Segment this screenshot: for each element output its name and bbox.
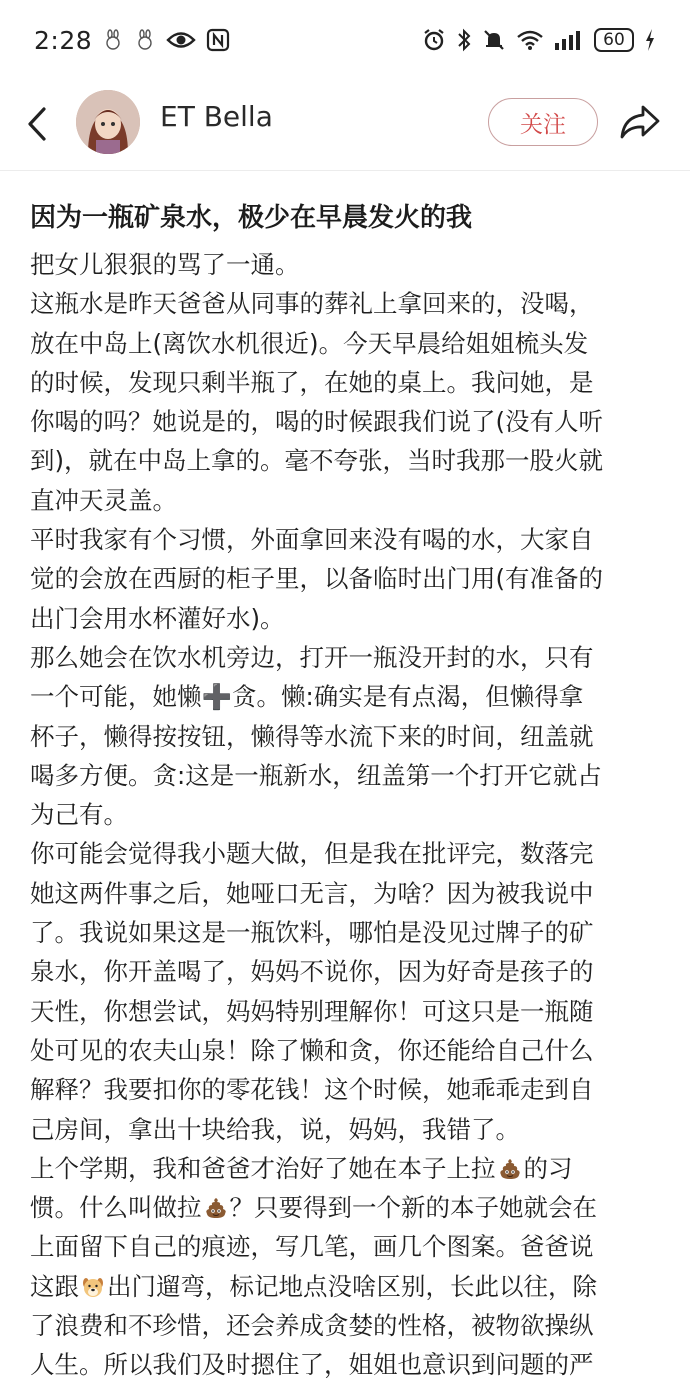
post-text-segment: 到)，就在中岛上拿的。毫不夸张，当时我那一股火就 (30, 446, 604, 476)
post-text-segment: 平时我家有个习惯，外面拿回来没有喝的水，大家自 (30, 525, 594, 555)
post-text-line (30, 1031, 670, 1070)
post-header (0, 80, 690, 170)
alarm-icon (422, 28, 446, 52)
post-text-line (30, 1149, 670, 1188)
bunny-notification-icon (102, 29, 124, 51)
post-text-line (30, 1070, 670, 1109)
poop-emoji-icon (498, 1153, 522, 1177)
post-text-segment: 她这两件事之后，她哑口无言，为啥？因为被我说中 (30, 878, 594, 908)
chevron-left-icon (25, 106, 49, 142)
post-text-segment: 的时候，发现只剩半瓶了，在她的桌上。我问她，是 (30, 367, 594, 397)
post-text-segment: 你可能会觉得我小题大做，但是我在批评完，数落完 (30, 839, 594, 869)
post-text-segment: 你喝的吗？她说是的，喝的时候跟我们说了(没有人听 (30, 407, 604, 437)
post-text-line (30, 520, 670, 559)
post-text-segment: 觉的会放在西厨的柜子里，以备临时出门用(有准备的 (30, 564, 604, 594)
post-text-segment: 处可见的农夫山泉！除了懒和贪，你还能给自己什么 (30, 1035, 594, 1065)
post-text-line (30, 677, 670, 716)
post-text-line (30, 638, 670, 677)
status-time: 2:28 (34, 25, 93, 55)
post-text-segment: 天性，你想尝试，妈妈特别理解你！可这只是一瓶随 (30, 996, 594, 1026)
post-text-line (30, 992, 670, 1031)
post-text-segment: 为己有。 (30, 800, 128, 830)
post-text-line (30, 952, 670, 991)
post-text-segment: 的习 (523, 1153, 573, 1183)
post-text-segment: 那么她会在饮水机旁边，打开一瓶没开封的水，只有 (30, 642, 594, 672)
post-text-line (30, 756, 670, 795)
post-text-line (30, 245, 670, 284)
battery-indicator: 60 (594, 28, 634, 52)
post-text-segment: 一个可能，她懒➕贪。懒:确实是有点渴，但懒得拿 (30, 682, 584, 712)
post-text-segment: 上面留下自己的痕迹，写几笔，画几个图案。爸爸说 (30, 1232, 594, 1262)
post-text-line (30, 1227, 670, 1266)
post-text-line (30, 284, 670, 323)
post-text-segment: ？只要得到一个新的本子她就会在 (229, 1193, 597, 1223)
header-divider (0, 170, 690, 171)
post-text-segment: 放在中岛上(离饮水机很近)。今天早晨给姐姐梳头发 (30, 328, 589, 358)
post-text-line (30, 1188, 670, 1227)
post-text-segment: 了。我说如果这是一瓶饮料，哪怕是没见过牌子的矿 (30, 918, 594, 948)
follow-button[interactable]: 关注 (488, 98, 598, 146)
back-button[interactable] (22, 102, 52, 146)
post-text-line (30, 441, 670, 480)
post-text-segment: 杯子，懒得按按钮，懒得等水流下来的时间，纽盖就 (30, 721, 594, 751)
poop-emoji-icon (204, 1192, 228, 1216)
post-text-segment: 人生。所以我们及时摁住了，姐姐也意识到问题的严 (30, 1350, 594, 1380)
post-text-line (30, 363, 670, 402)
share-icon (619, 104, 661, 140)
post-text-segment: 泉水，你开盖喝了，妈妈不说你，因为好奇是孩子的 (30, 957, 594, 987)
post-text-segment: 解释？我要扣你的零花钱！这个时候，她乖乖走到自 (30, 1075, 594, 1105)
post-text-line (30, 1110, 670, 1149)
post-body (30, 245, 670, 1385)
signal-icon (554, 29, 584, 51)
avatar[interactable] (76, 90, 140, 154)
bluetooth-icon (456, 27, 472, 53)
post-text-segment: 己房间，拿出十块给我，说，妈妈，我错了。 (30, 1114, 520, 1144)
status-left (34, 26, 230, 55)
mute-bell-icon (482, 28, 506, 52)
post-text-line (30, 402, 670, 441)
dog-emoji-icon (81, 1271, 105, 1295)
post-text-line (30, 795, 670, 834)
share-button[interactable] (616, 98, 664, 146)
post-text-line (30, 717, 670, 756)
post-text-line (30, 559, 670, 598)
post-text-segment: 出门遛弯，标记地点没啥区别，长此以往，除 (107, 1271, 597, 1301)
charging-icon (644, 28, 656, 52)
avatar-image (76, 90, 140, 154)
post-text-segment: 喝多方便。贪:这是一瓶新水，纽盖第一个打开它就占 (30, 760, 602, 790)
post-text-line (30, 1267, 670, 1306)
username[interactable]: ET Bella (160, 100, 273, 133)
post-text-segment: 了浪费和不珍惜，还会养成贪婪的性格，被物欲操纵 (30, 1311, 594, 1341)
status-right (422, 27, 656, 53)
post-text-segment: 惯。什么叫做拉 (30, 1193, 202, 1223)
post-text-segment: 把女儿狠狠的骂了一通。 (30, 250, 300, 279)
status-bar (0, 0, 690, 80)
post-text-line (30, 874, 670, 913)
eye-icon (166, 29, 196, 51)
post-text-segment: 上个学期，我和爸爸才治好了她在本子上拉 (30, 1153, 496, 1183)
post-text-segment: 出门会用水杯灌好水)。 (30, 603, 285, 633)
post-text-line (30, 913, 670, 952)
post-text-line (30, 1345, 670, 1384)
bunny-notification-icon (134, 29, 156, 51)
post-text-line (30, 834, 670, 873)
post-text-line (30, 324, 670, 363)
post-text-line (30, 1306, 670, 1345)
post-text-segment: 这跟 (30, 1271, 79, 1301)
post-text-line (30, 599, 670, 638)
post-text-segment: 直冲天灵盖。 (30, 485, 177, 515)
post-title: 因为一瓶矿泉水，极少在早晨发火的我 (30, 203, 473, 233)
wifi-icon (516, 29, 544, 51)
nfc-icon (206, 28, 230, 52)
post-text-segment: 这瓶水是昨天爸爸从同事的葬礼上拿回来的，没喝， (30, 289, 594, 319)
post-text-line (30, 481, 670, 520)
